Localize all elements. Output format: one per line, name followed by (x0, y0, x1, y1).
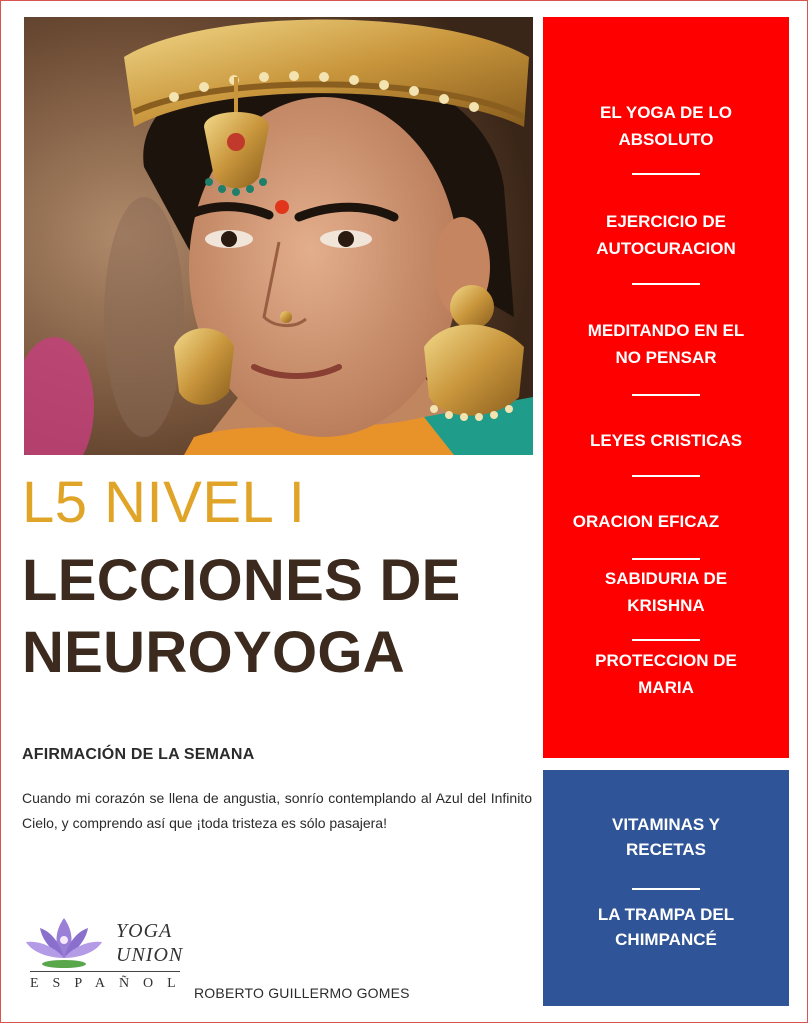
blue-item-line2: CHIMPANCÉ (615, 930, 717, 949)
menu-item-oracion-eficaz[interactable] (523, 508, 769, 535)
menu-item-yoga-absoluto[interactable] (543, 99, 789, 153)
main-title-line2: NEUROYOGA (22, 620, 405, 685)
main-title (22, 545, 542, 689)
affirmation-text: Cuando mi corazón se llena de angustia, sonrío contemplando al Azul del Infinito Cielo, y comprendo así que ¡toda tristeza es sólo pasajera! (22, 790, 532, 831)
menu-item-proteccion-maria[interactable] (543, 647, 789, 701)
logo-word-yoga: YOGA (116, 920, 173, 942)
menu-item-line1: SABIDURIA DE (604, 569, 728, 588)
cover-image (24, 17, 533, 455)
menu-divider (632, 558, 700, 560)
level-title: L5 NIVEL I (22, 470, 306, 535)
menu-item-sabiduria-krishna[interactable] (543, 565, 789, 619)
main-title-line1: LECCIONES DE (22, 548, 461, 613)
menu-item-leyes-cristicas[interactable] (543, 427, 789, 454)
yoga-union-logo (24, 908, 188, 998)
affirmation-heading: AFIRMACIÓN DE LA SEMANA (22, 746, 255, 763)
menu-divider (632, 283, 700, 285)
menu-item-line1: LEYES CRISTICAS (589, 431, 743, 450)
menu-item-line2: MARIA (638, 678, 694, 697)
menu-item-autocuracion[interactable] (543, 208, 789, 262)
logo-subtitle: ESPAÑOL (30, 976, 190, 991)
menu-item-line2: NO PENSAR (615, 348, 717, 367)
menu-item-no-pensar[interactable] (543, 317, 789, 371)
menu-divider (632, 475, 700, 477)
blue-item-trampa-chimpance[interactable] (543, 902, 789, 952)
lessons-sidebar (543, 17, 789, 758)
blue-item-vitaminas-recetas[interactable] (543, 812, 789, 862)
menu-item-line1: ORACION EFICAZ (572, 512, 720, 531)
blue-item-line1: LA TRAMPA DEL (597, 905, 735, 924)
blue-divider (632, 888, 700, 890)
logo-rule (30, 971, 180, 972)
author-name: ROBERTO GUILLERMO GOMES (194, 985, 410, 1001)
lotus-icon (24, 910, 104, 970)
logo-word-union: UNION (116, 944, 184, 966)
blue-item-line1: VITAMINAS Y (612, 815, 720, 834)
menu-item-line1: MEDITANDO EN EL (587, 321, 745, 340)
menu-item-line1: EL YOGA DE LO (600, 103, 732, 122)
menu-divider (632, 173, 700, 175)
menu-item-line1: EJERCICIO DE (606, 212, 726, 231)
blue-item-line2: RECETAS (626, 840, 706, 859)
menu-item-line1: PROTECCION DE (595, 651, 737, 670)
extras-box (543, 770, 789, 1006)
menu-item-line2: ABSOLUTO (618, 130, 714, 149)
menu-item-line2: KRISHNA (627, 596, 705, 615)
menu-divider (632, 639, 700, 641)
menu-divider (632, 394, 700, 396)
menu-item-line2: AUTOCURACION (596, 239, 736, 258)
